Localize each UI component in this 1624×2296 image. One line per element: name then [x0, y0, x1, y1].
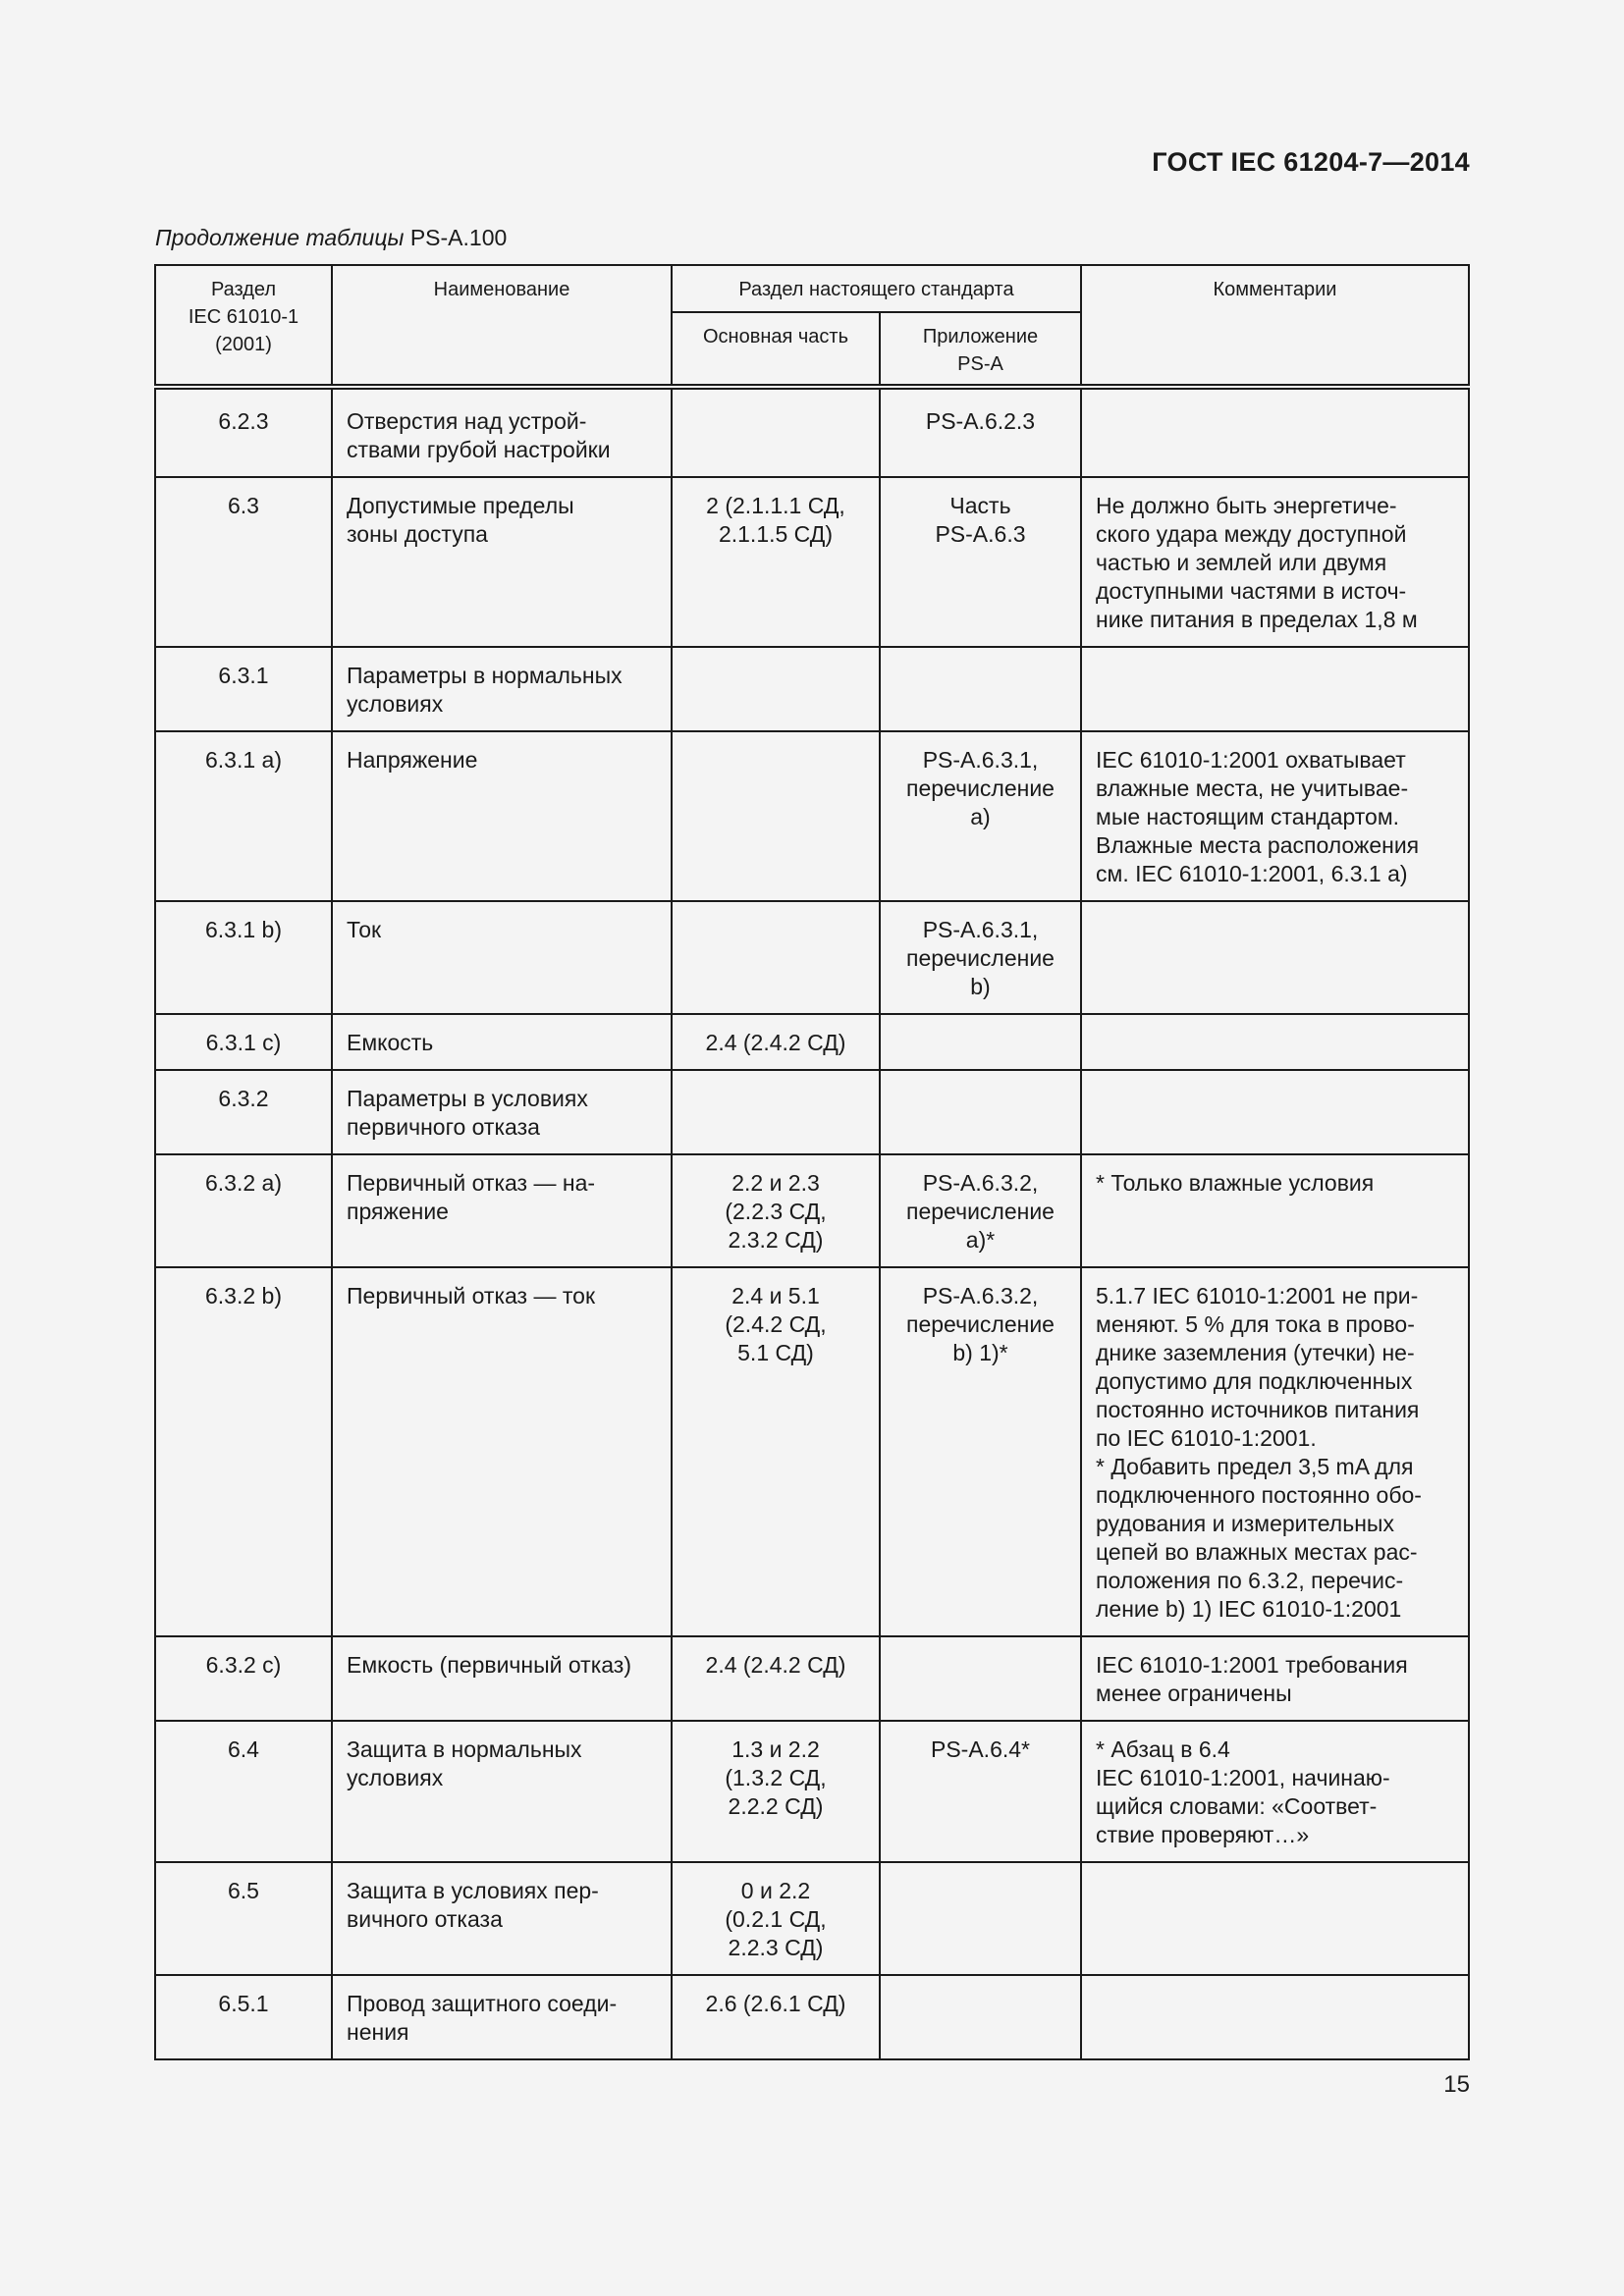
cell-section: 6.5.1 [155, 1975, 332, 2059]
table-caption-italic: Продолжение таблицы [155, 225, 405, 250]
cell-annex [880, 477, 1081, 647]
cell-name-line: пряжение [347, 1199, 449, 1224]
cell-name [332, 1862, 672, 1975]
table-row [155, 1070, 1469, 1154]
cell-comment [1081, 1975, 1469, 2059]
cell-comment-line: подключенного постоянно обо- [1096, 1482, 1422, 1508]
cell-comment [1081, 1862, 1469, 1975]
cell-name-line: вичного отказа [347, 1906, 503, 1932]
cell-comment-line: см. IEC 61010-1:2001, 6.3.1 a) [1096, 861, 1408, 886]
table-row [155, 731, 1469, 901]
cell-name-line: ствами грубой настройки [347, 437, 611, 462]
cell-name-line: условиях [347, 691, 444, 717]
cell-comment-line: ского удара между доступной [1096, 521, 1407, 547]
cell-main-part [672, 1862, 880, 1975]
cell-main-part [672, 731, 880, 901]
cell-section: 6.3.1 b) [155, 901, 332, 1014]
cell-name-line: Провод защитного соеди- [347, 1991, 618, 2016]
cell-comment-line: IEC 61010-1:2001 охватывает [1096, 747, 1406, 773]
cell-comment-line: Не должно быть энергетиче- [1096, 493, 1397, 518]
standards-table [154, 264, 1470, 2060]
cell-name-line: Отверстия над устрой- [347, 408, 587, 434]
cell-annex [880, 1721, 1081, 1862]
page-number: 15 [1443, 2071, 1470, 2098]
cell-annex-line: PS-A.6.3.1, [922, 747, 1039, 773]
cell-name-line: Защита в условиях пер- [347, 1878, 599, 1903]
cell-annex-line: PS-A.6.3.2, [922, 1170, 1039, 1196]
cell-comment-line: * Добавить предел 3,5 mA для [1096, 1454, 1414, 1479]
cell-comment-line: ление b) 1) IEC 61010-1:2001 [1096, 1596, 1402, 1622]
table-caption [155, 225, 507, 251]
cell-comment [1081, 1154, 1469, 1267]
cell-name [332, 1975, 672, 2059]
cell-main-part [672, 1721, 880, 1862]
table-row [155, 1721, 1469, 1862]
table-body [155, 387, 1469, 2059]
cell-section: 6.3.2 b) [155, 1267, 332, 1636]
cell-main-part [672, 477, 880, 647]
table-row [155, 901, 1469, 1014]
cell-annex [880, 901, 1081, 1014]
cell-section: 6.3.1 c) [155, 1014, 332, 1070]
cell-comment-line: рудования и измерительных [1096, 1511, 1394, 1536]
cell-main-part-line: 2.1.1.5 СД) [718, 521, 834, 547]
cell-main-part-line: 5.1 СД) [737, 1340, 814, 1365]
cell-name-line: зоны доступа [347, 521, 488, 547]
cell-comment-line: 5.1.7 IEC 61010-1:2001 не при- [1096, 1283, 1419, 1308]
header-std-section: Раздел настоящего стандарта [672, 265, 1081, 312]
cell-annex-line: a) [970, 804, 991, 829]
cell-comment-line: постоянно источников питания [1096, 1397, 1420, 1422]
cell-annex-line: PS-A.6.3 [935, 521, 1026, 547]
cell-section: 6.3.2 [155, 1070, 332, 1154]
cell-main-part [672, 901, 880, 1014]
cell-comment-line: * Только влажные условия [1096, 1170, 1375, 1196]
table-row [155, 387, 1469, 477]
cell-comment-line: Влажные места расположения [1096, 832, 1420, 858]
cell-section: 6.3.1 [155, 647, 332, 731]
cell-name [332, 477, 672, 647]
cell-main-part-line: 0 и 2.2 [740, 1878, 811, 1903]
cell-comment [1081, 477, 1469, 647]
cell-main-part [672, 647, 880, 731]
cell-name-line: Первичный отказ — на- [347, 1170, 596, 1196]
cell-annex-line: перечисление [906, 1199, 1055, 1224]
cell-comment-line: влажные места, не учитывае- [1096, 775, 1409, 801]
cell-main-part [672, 1070, 880, 1154]
cell-main-part-line: (2.4.2 СД, [725, 1311, 827, 1337]
cell-name-line: Напряжение [347, 747, 478, 773]
cell-name [332, 1070, 672, 1154]
cell-name [332, 731, 672, 901]
cell-section: 6.2.3 [155, 387, 332, 477]
cell-comment-line: менее ограничены [1096, 1681, 1292, 1706]
cell-main-part-line: 2 (2.1.1.1 СД, [706, 493, 845, 518]
cell-name-line: Первичный отказ — ток [347, 1283, 596, 1308]
cell-name-line: Допустимые пределы [347, 493, 574, 518]
cell-annex-line: PS-A.6.4* [931, 1736, 1030, 1762]
cell-main-part-line: 2.6 (2.6.1 СД) [705, 1991, 846, 2016]
table-row [155, 1862, 1469, 1975]
cell-main-part-line: 2.2.2 СД) [728, 1793, 824, 1819]
table-caption-ref: PS-A.100 [404, 225, 508, 250]
cell-name-line: Ток [347, 917, 382, 942]
cell-main-part-line: 1.3 и 2.2 [731, 1736, 820, 1762]
cell-name-line: Параметры в нормальных [347, 663, 623, 688]
cell-main-part [672, 1975, 880, 2059]
cell-name [332, 1014, 672, 1070]
cell-comment [1081, 647, 1469, 731]
cell-comment-line: частью и землей или двумя [1096, 550, 1387, 575]
cell-annex [880, 1014, 1081, 1070]
table-row [155, 1975, 1469, 2059]
cell-annex [880, 1975, 1081, 2059]
cell-section: 6.3 [155, 477, 332, 647]
cell-comment [1081, 1070, 1469, 1154]
cell-name-line: Емкость [347, 1030, 434, 1055]
cell-comment-line: ствие проверяют…» [1096, 1822, 1310, 1847]
cell-section: 6.4 [155, 1721, 332, 1862]
cell-comment-line: цепей во влажных местах рас- [1096, 1539, 1418, 1565]
cell-section: 6.5 [155, 1862, 332, 1975]
cell-annex [880, 647, 1081, 731]
cell-comment [1081, 731, 1469, 901]
header-annex: Приложение PS-A [880, 312, 1081, 387]
cell-annex-line: b) 1)* [952, 1340, 1008, 1365]
cell-annex [880, 731, 1081, 901]
cell-main-part [672, 1636, 880, 1721]
cell-comment-line: положения по 6.3.2, перечис- [1096, 1568, 1404, 1593]
cell-section: 6.3.2 c) [155, 1636, 332, 1721]
cell-main-part-line: 2.3.2 СД) [728, 1227, 824, 1253]
cell-comment-line: допустимо для подключенных [1096, 1368, 1413, 1394]
cell-main-part-line: 2.4 (2.4.2 СД) [705, 1652, 846, 1678]
cell-annex-line: b) [970, 974, 991, 999]
cell-main-part [672, 1154, 880, 1267]
cell-comment-line: доступными частями в источ- [1096, 578, 1407, 604]
cell-name [332, 1154, 672, 1267]
cell-name [332, 1721, 672, 1862]
cell-name-line: Емкость (первичный отказ) [347, 1652, 632, 1678]
cell-comment [1081, 1636, 1469, 1721]
document-header: ГОСТ IEC 61204-7—2014 [1152, 147, 1470, 177]
header-name: Наименование [332, 265, 672, 387]
cell-comment-line: меняют. 5 % для тока в прово- [1096, 1311, 1415, 1337]
cell-annex [880, 387, 1081, 477]
cell-comment [1081, 1267, 1469, 1636]
cell-name [332, 1636, 672, 1721]
cell-annex [880, 1862, 1081, 1975]
cell-comment-line: днике заземления (утечки) не- [1096, 1340, 1415, 1365]
cell-comment-line: щийся словами: «Соответ- [1096, 1793, 1378, 1819]
table-row [155, 647, 1469, 731]
cell-comment-line: по IEC 61010-1:2001. [1096, 1425, 1317, 1451]
cell-annex [880, 1070, 1081, 1154]
cell-main-part-line: 2.4 (2.4.2 СД) [705, 1030, 846, 1055]
cell-annex-line: PS-A.6.2.3 [925, 408, 1036, 434]
header-section: Раздел IEC 61010-1 (2001) [155, 265, 332, 387]
cell-main-part-line: (1.3.2 СД, [725, 1765, 827, 1790]
cell-section: 6.3.2 a) [155, 1154, 332, 1267]
cell-main-part [672, 1267, 880, 1636]
cell-annex-line: PS-A.6.3.2, [922, 1283, 1039, 1308]
cell-comment-line: IEC 61010-1:2001, начинаю- [1096, 1765, 1390, 1790]
cell-comment-line: IEC 61010-1:2001 требования [1096, 1652, 1408, 1678]
cell-comment [1081, 901, 1469, 1014]
cell-annex-line: перечисление [906, 1311, 1055, 1337]
cell-annex [880, 1154, 1081, 1267]
table-row [155, 1636, 1469, 1721]
cell-main-part [672, 1014, 880, 1070]
cell-name [332, 387, 672, 477]
cell-name-line: Защита в нормальных [347, 1736, 582, 1762]
header-main-part: Основная часть [672, 312, 880, 387]
cell-comment [1081, 1721, 1469, 1862]
cell-comment-line: мые настоящим стандартом. [1096, 804, 1400, 829]
cell-main-part [672, 387, 880, 477]
cell-name-line: первичного отказа [347, 1114, 540, 1140]
table-row [155, 1014, 1469, 1070]
cell-name [332, 1267, 672, 1636]
cell-name-line: Параметры в условиях [347, 1086, 588, 1111]
cell-annex-line: PS-A.6.3.1, [922, 917, 1039, 942]
cell-section: 6.3.1 a) [155, 731, 332, 901]
cell-comment [1081, 387, 1469, 477]
cell-annex [880, 1636, 1081, 1721]
cell-annex-line: a)* [965, 1227, 996, 1253]
cell-name [332, 647, 672, 731]
cell-comment-line: нике питания в пределах 1,8 м [1096, 607, 1418, 632]
cell-comment [1081, 1014, 1469, 1070]
cell-name-line: условиях [347, 1765, 444, 1790]
table-row [155, 477, 1469, 647]
cell-name-line: нения [347, 2019, 409, 2045]
cell-annex-line: Часть [949, 493, 1011, 518]
cell-main-part-line: (2.2.3 СД, [725, 1199, 827, 1224]
cell-annex [880, 1267, 1081, 1636]
cell-comment-line: * Абзац в 6.4 [1096, 1736, 1230, 1762]
cell-main-part-line: 2.2.3 СД) [728, 1935, 824, 1960]
table-row [155, 1267, 1469, 1636]
cell-annex-line: перечисление [906, 775, 1055, 801]
cell-main-part-line: 2.4 и 5.1 [731, 1283, 820, 1308]
table-row [155, 1154, 1469, 1267]
cell-annex-line: перечисление [906, 945, 1055, 971]
cell-main-part-line: 2.2 и 2.3 [731, 1170, 820, 1196]
header-comments: Комментарии [1081, 265, 1469, 387]
cell-name [332, 901, 672, 1014]
cell-main-part-line: (0.2.1 СД, [725, 1906, 827, 1932]
